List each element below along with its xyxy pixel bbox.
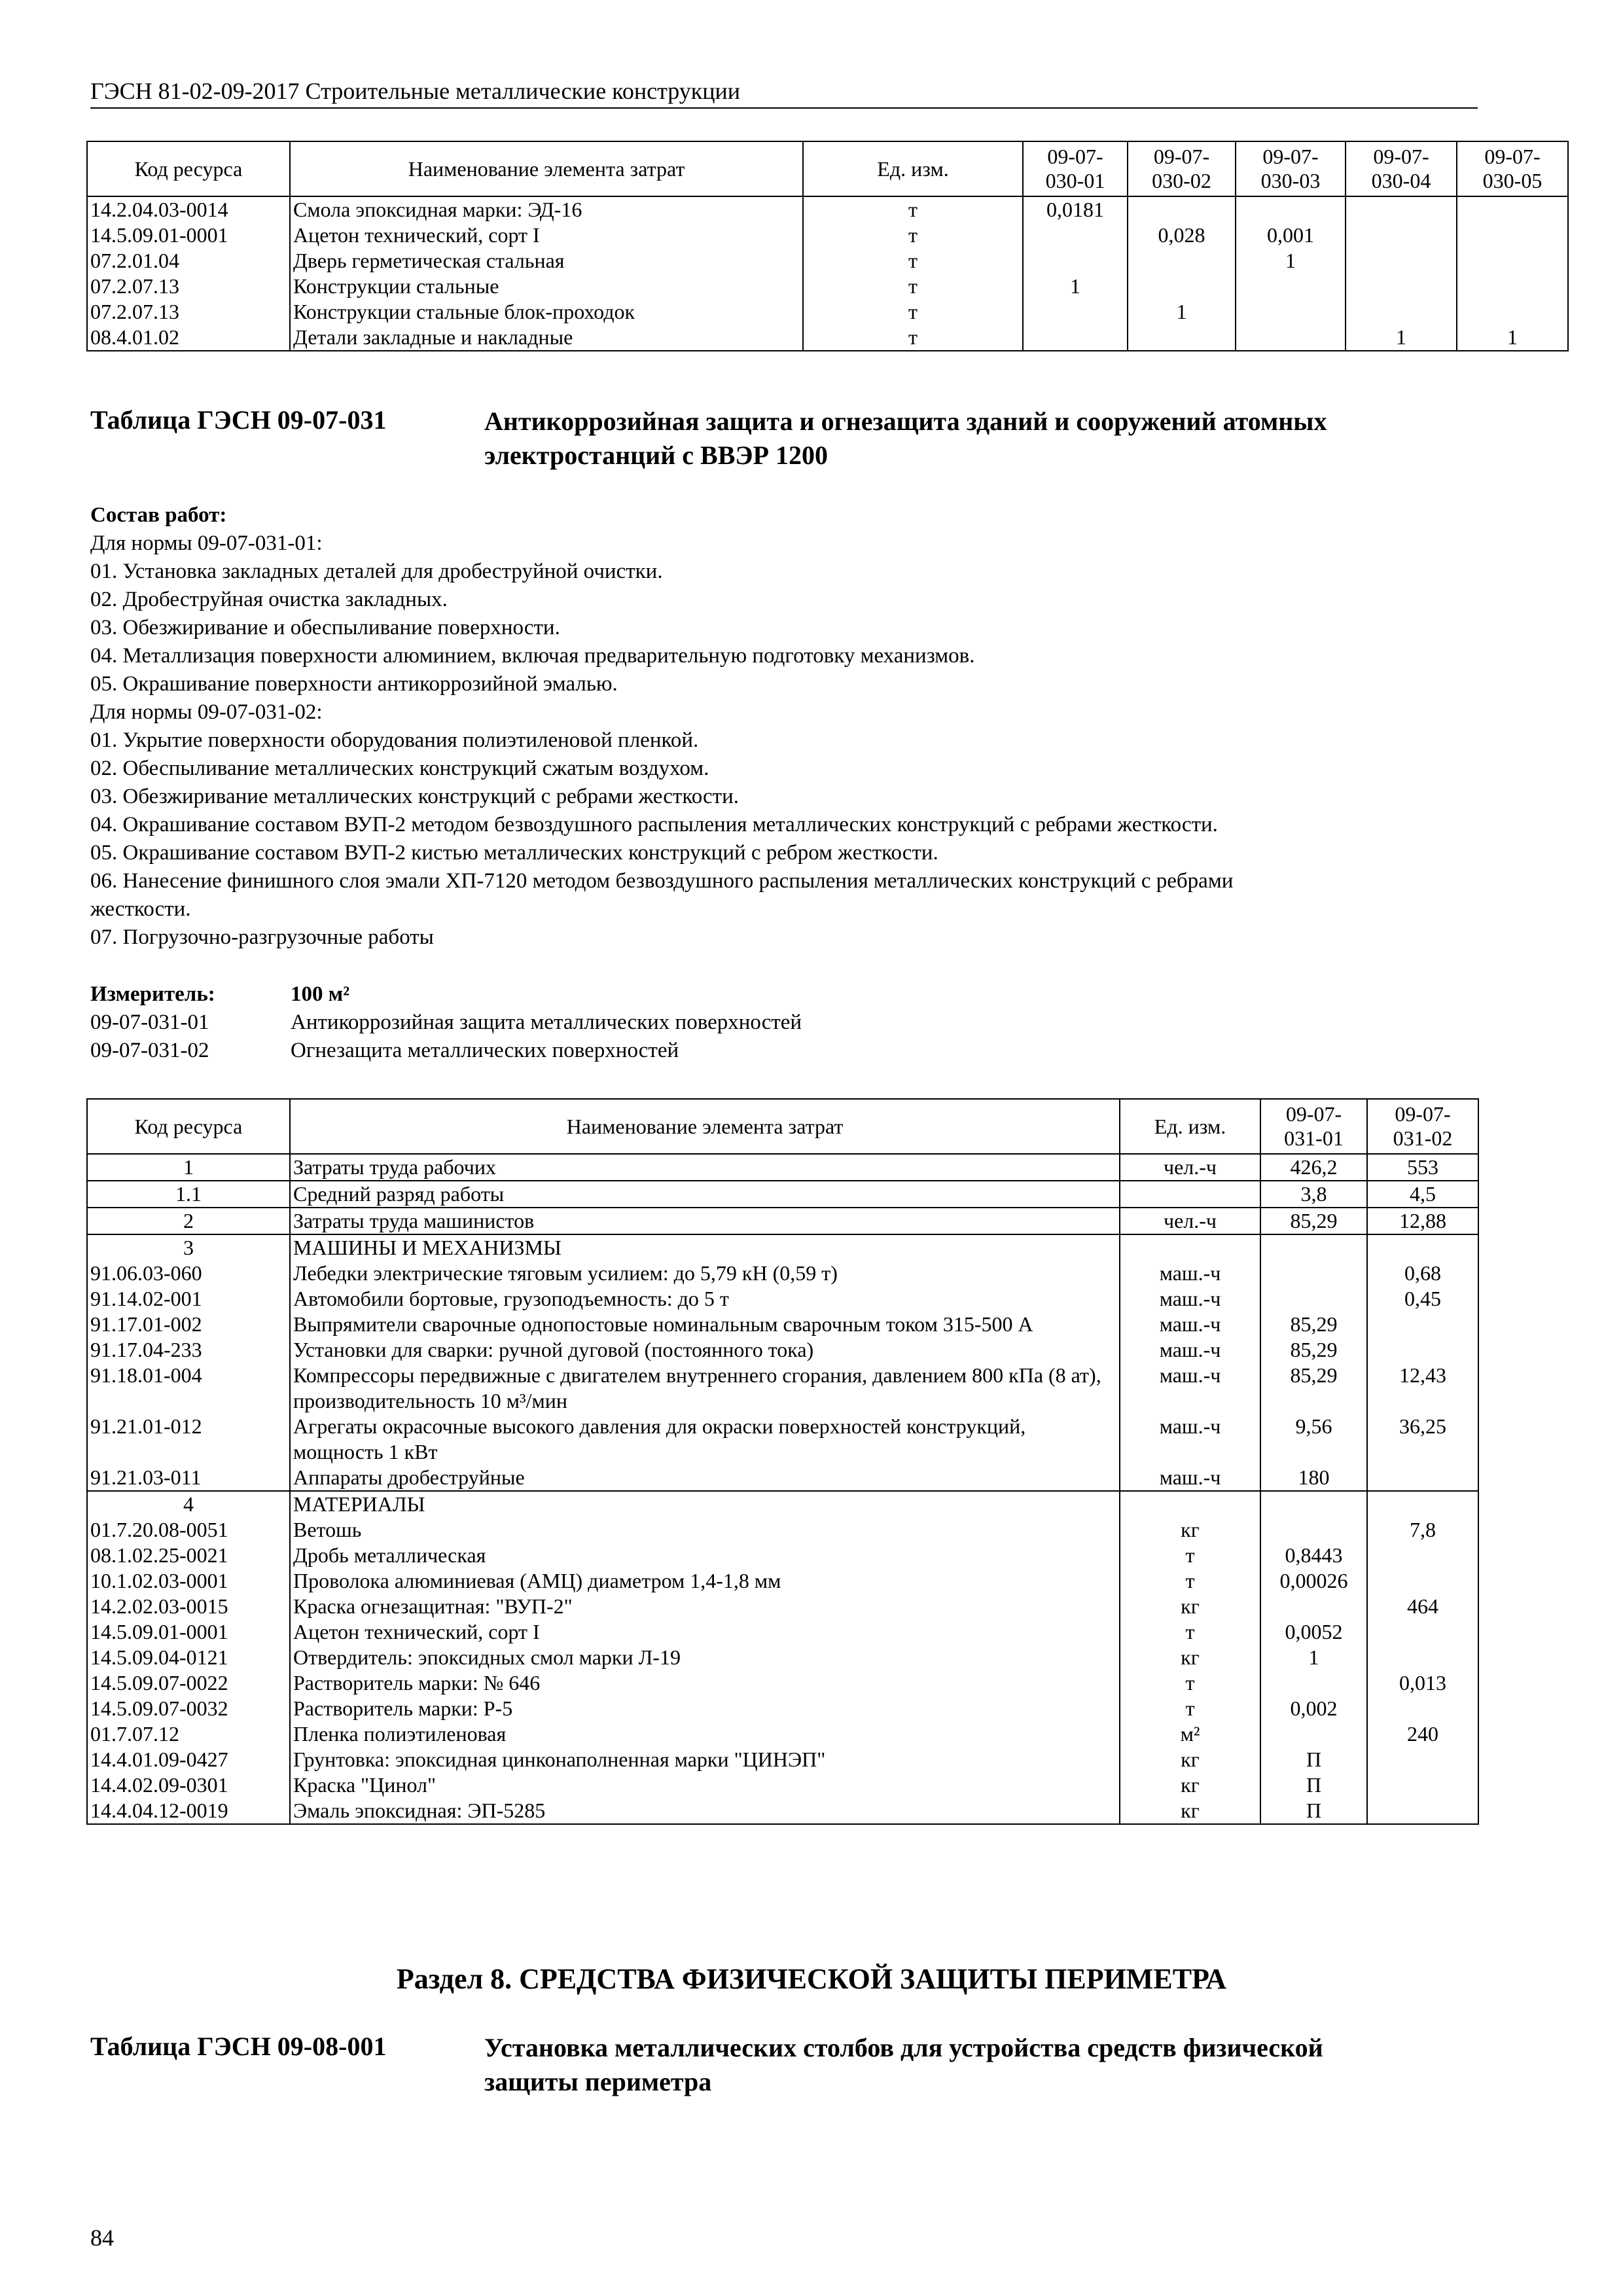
cell-name: Краска "Цинол" [290,1772,1120,1798]
cell-code: 10.1.02.03-0001 [87,1568,290,1594]
cell-unit: маш.-ч [1120,1312,1260,1337]
cell-name: Средний разряд работы [290,1181,1120,1208]
norm-code: 09-07-031-01 [90,1011,209,1034]
work-step: 03. Обезжиривание металлических конструкций с ребрами жесткости. [90,785,739,808]
cell-code: 91.21.03-011 [87,1465,290,1491]
table-row [87,1772,1478,1798]
cell-unit: т [803,325,1023,351]
cell-value [1236,299,1346,325]
cell-name: Детали закладные и накладные [290,325,803,351]
cell-value [1367,1491,1478,1517]
table-row [87,1645,1478,1670]
cell-name: Растворитель марки: № 646 [290,1670,1120,1696]
cell-value: 0,028 [1128,223,1236,248]
cell-value [1236,325,1346,351]
cell-unit: т [803,248,1023,274]
cell-code: 4 [87,1491,290,1517]
cell-value [1367,1798,1478,1824]
work-step: 04. Окрашивание составом ВУП-2 методом безвоздушного распыления металлических конструкций с ребрами жесткости. [90,813,1218,836]
cell-value: 85,29 [1260,1363,1367,1414]
cell-value: 426,2 [1260,1154,1367,1181]
cell-value [1236,274,1346,299]
cell-unit: кг [1120,1747,1260,1772]
cell-value: 3,8 [1260,1181,1367,1208]
cell-name: Затраты труда рабочих [290,1154,1120,1181]
table-row [87,1594,1478,1619]
cell-value [1457,248,1568,274]
cell-unit: т [1120,1568,1260,1594]
cell-unit: т [803,274,1023,299]
table-row [87,1543,1478,1568]
cell-name: Ацетон технический, сорт I [290,1619,1120,1645]
cell-value: 0,0181 [1023,196,1128,223]
norm-name: Антикоррозийная защита металлических поверхностей [291,1011,802,1034]
table-row [87,1312,1478,1337]
cell-unit: кг [1120,1594,1260,1619]
cell-value: 0,8443 [1260,1543,1367,1568]
cell-value [1260,1491,1367,1517]
table-row [87,1465,1478,1491]
col-header-name: Наименование элемента затрат [290,1099,1120,1154]
cell-value [1367,1568,1478,1594]
cell-value: 85,29 [1260,1208,1367,1234]
cell-value: 180 [1260,1465,1367,1491]
cell-value [1128,248,1236,274]
cell-code: 14.2.02.03-0015 [87,1594,290,1619]
cell-name: Агрегаты окрасочные высокого давления для окраски поверхностей конструкций, мощность 1 кВт [290,1414,1120,1465]
cell-value: 0,00026 [1260,1568,1367,1594]
cell-name: Дробь металлическая [290,1543,1120,1568]
cell-unit: кг [1120,1517,1260,1543]
cell-code: 14.4.01.09-0427 [87,1747,290,1772]
cell-value: П [1260,1772,1367,1798]
work-step: 07. Погрузочно-разгрузочные работы [90,925,434,949]
cell-code: 14.5.09.04-0121 [87,1645,290,1670]
cell-value [1367,1337,1478,1363]
col-header-code: Код ресурса [87,141,290,196]
cell-value [1023,299,1128,325]
cell-value [1367,1645,1478,1670]
norm-name: Огнезащита металлических поверхностей [291,1039,679,1062]
cell-value: 12,43 [1367,1363,1478,1414]
cell-unit: маш.-ч [1120,1286,1260,1312]
work-step: 04. Металлизация поверхности алюминием, включая предварительную подготовку механизмов. [90,644,975,668]
cell-value: 0,001 [1236,223,1346,248]
cell-value [1128,325,1236,351]
cell-name: Аппараты дробеструйные [290,1465,1120,1491]
cell-value: 9,56 [1260,1414,1367,1465]
cell-name: Дверь герметическая стальная [290,248,803,274]
cell-code: 2 [87,1208,290,1234]
cell-unit [1120,1491,1260,1517]
cell-value: 240 [1367,1721,1478,1747]
cell-value: 85,29 [1260,1337,1367,1363]
cell-unit [1120,1234,1260,1261]
table-row [87,1747,1478,1772]
cell-value [1260,1670,1367,1696]
cell-value [1128,196,1236,223]
cell-value [1346,248,1457,274]
cell-code: 01.7.20.08-0051 [87,1517,290,1543]
col-header-norm: 09-07- 031-02 [1367,1099,1478,1154]
cell-value: 1 [1346,325,1457,351]
measure-label: Измеритель: [90,982,215,1006]
work-step: 02. Дробеструйная очистка закладных. [90,588,448,611]
cell-code: 08.4.01.02 [87,325,290,351]
work-step: Для нормы 09-07-031-01: [90,531,323,555]
cell-value [1367,1312,1478,1337]
work-step: 02. Обеспыливание металлических конструкций сжатым воздухом. [90,757,709,780]
table-row [87,1568,1478,1594]
cell-name: Ветошь [290,1517,1120,1543]
cell-name: Автомобили бортовые, грузоподъемность: до 5 т [290,1286,1120,1312]
cell-code: 14.5.09.01-0001 [87,1619,290,1645]
cell-code: 07.2.07.13 [87,299,290,325]
cell-name: Эмаль эпоксидная: ЭП-5285 [290,1798,1120,1824]
cell-value [1346,196,1457,223]
cell-value [1260,1234,1367,1261]
cell-unit: маш.-ч [1120,1363,1260,1414]
cell-name: Установки для сварки: ручной дуговой (постоянного тока) [290,1337,1120,1363]
table-row [87,325,1568,351]
running-header: ГЭСН 81-02-09-2017 Строительные металлические конструкции [90,77,1478,109]
cell-unit: кг [1120,1772,1260,1798]
section-title: Раздел 8. СРЕДСТВА ФИЗИЧЕСКОЙ ЗАЩИТЫ ПЕРИМЕТРА [396,1963,1227,1995]
measure-block [90,980,802,1065]
cell-code: 91.21.01-012 [87,1414,290,1465]
resource-table-031 [86,1098,1479,1825]
cell-value [1367,1696,1478,1721]
table-row [87,1181,1478,1208]
cell-name: Лебедки электрические тяговым усилием: до 5,79 кН (0,59 т) [290,1261,1120,1286]
table-header-row [87,1099,1478,1154]
cell-value [1128,274,1236,299]
cell-value: 0,45 [1367,1286,1478,1312]
table-row [87,1234,1478,1261]
cell-value [1367,1465,1478,1491]
table-row [87,1208,1478,1234]
cell-name: МАШИНЫ И МЕХАНИЗМЫ [290,1234,1120,1261]
work-step: Для нормы 09-07-031-02: [90,700,323,724]
col-header-norm: 09-07- 030-02 [1128,141,1236,196]
cell-code: 14.4.04.12-0019 [87,1798,290,1824]
work-step: 01. Укрытие поверхности оборудования полиэтиленовой пленкой. [90,728,699,752]
table-label: Таблица ГЭСН 09-08-001 [90,2032,387,2061]
cell-code: 91.18.01-004 [87,1363,290,1414]
cell-name: Выпрямители сварочные однопостовые номинальным сварочным током 315-500 А [290,1312,1120,1337]
table-row [87,1414,1478,1465]
table-row [87,1798,1478,1824]
col-header-unit: Ед. изм. [803,141,1023,196]
cell-value [1260,1517,1367,1543]
cell-value [1260,1721,1367,1747]
table-row [87,1619,1478,1645]
cell-value [1260,1286,1367,1312]
cell-value: П [1260,1798,1367,1824]
cell-unit: м² [1120,1721,1260,1747]
cell-unit: т [1120,1619,1260,1645]
col-header-norm: 09-07- 030-05 [1457,141,1568,196]
cell-unit [1120,1181,1260,1208]
cell-value: П [1260,1747,1367,1772]
cell-code: 91.06.03-060 [87,1261,290,1286]
cell-name: Конструкции стальные блок-проходок [290,299,803,325]
col-header-code: Код ресурса [87,1099,290,1154]
cell-code: 07.2.01.04 [87,248,290,274]
cell-code: 91.17.04-233 [87,1337,290,1363]
cell-name: Ацетон технический, сорт I [290,223,803,248]
col-header-norm: 09-07- 030-01 [1023,141,1128,196]
table-header-row [87,141,1568,196]
cell-name: Конструкции стальные [290,274,803,299]
cell-value: 0,013 [1367,1670,1478,1696]
cell-value: 1 [1128,299,1236,325]
work-step: 01. Установка закладных деталей для дробеструйной очистки. [90,560,663,583]
cell-value: 0,0052 [1260,1619,1367,1645]
cell-code: 08.1.02.25-0021 [87,1543,290,1568]
work-step: жесткости. [90,897,191,921]
table-row [87,196,1568,223]
work-composition [90,501,1233,952]
cell-unit: т [803,299,1023,325]
cell-value [1367,1619,1478,1645]
cell-unit: т [1120,1696,1260,1721]
cell-unit: т [1120,1543,1260,1568]
table-row [87,248,1568,274]
cell-unit: т [1120,1670,1260,1696]
col-header-norm: 09-07- 031-01 [1260,1099,1367,1154]
table-label: Таблица ГЭСН 09-07-031 [90,405,387,435]
cell-name: Смола эпоксидная марки: ЭД-16 [290,196,803,223]
cell-unit: т [803,196,1023,223]
cell-value: 7,8 [1367,1517,1478,1543]
work-step: 05. Окрашивание поверхности антикоррозийной эмалью. [90,672,618,696]
cell-value [1260,1261,1367,1286]
cell-value [1346,274,1457,299]
cell-value [1023,223,1128,248]
cell-value [1457,196,1568,223]
cell-name: Грунтовка: эпоксидная цинконаполненная марки "ЦИНЭП" [290,1747,1120,1772]
cell-value [1367,1747,1478,1772]
cell-value: 4,5 [1367,1181,1478,1208]
cell-unit: кг [1120,1798,1260,1824]
cell-unit: кг [1120,1645,1260,1670]
work-step: 06. Нанесение финишного слоя эмали ХП-7120 методом безвоздушного распыления металлических конструкций с ребрами [90,869,1234,893]
cell-unit: маш.-ч [1120,1414,1260,1465]
cell-value: 1 [1236,248,1346,274]
cell-name: Проволока алюминиевая (АМЦ) диаметром 1,4-1,8 мм [290,1568,1120,1594]
cell-code: 91.17.01-002 [87,1312,290,1337]
cell-unit: маш.-ч [1120,1337,1260,1363]
cell-value [1023,248,1128,274]
work-step: 03. Обезжиривание и обеспыливание поверхности. [90,616,560,639]
table-row [87,1517,1478,1543]
col-header-norm: 09-07- 030-03 [1236,141,1346,196]
cell-value: 0,68 [1367,1261,1478,1286]
cell-value: 36,25 [1367,1414,1478,1465]
cell-value: 0,002 [1260,1696,1367,1721]
cell-name: Растворитель марки: Р-5 [290,1696,1120,1721]
cell-value: 553 [1367,1154,1478,1181]
cell-value: 1 [1457,325,1568,351]
table-row [87,1491,1478,1517]
cell-code: 14.2.04.03-0014 [87,196,290,223]
cell-value [1457,299,1568,325]
cell-code: 14.5.09.07-0032 [87,1696,290,1721]
table-row [87,1363,1478,1414]
cell-unit: маш.-ч [1120,1261,1260,1286]
measure-value: 100 м² [291,982,350,1006]
cell-value: 12,88 [1367,1208,1478,1234]
work-heading: Состав работ: [90,503,227,527]
cell-value [1457,274,1568,299]
cell-value [1367,1543,1478,1568]
cell-code: 14.4.02.09-0301 [87,1772,290,1798]
table-row [87,1670,1478,1696]
cell-name: Отвердитель: эпоксидных смол марки Л-19 [290,1645,1120,1670]
cell-name: Затраты труда машинистов [290,1208,1120,1234]
cell-code: 1 [87,1154,290,1181]
table-row [87,274,1568,299]
cell-code: 91.14.02-001 [87,1286,290,1312]
table-row [87,1696,1478,1721]
cell-value [1260,1594,1367,1619]
table-row [87,1154,1478,1181]
cell-unit: т [803,223,1023,248]
cell-value: 85,29 [1260,1312,1367,1337]
cell-value: 464 [1367,1594,1478,1619]
cell-code: 07.2.07.13 [87,274,290,299]
col-header-norm: 09-07- 030-04 [1346,141,1457,196]
cell-value [1346,223,1457,248]
cell-value [1367,1234,1478,1261]
table-row [87,223,1568,248]
cell-name: Пленка полиэтиленовая [290,1721,1120,1747]
cell-value [1236,196,1346,223]
cell-unit: чел.-ч [1120,1208,1260,1234]
cell-code: 01.7.07.12 [87,1721,290,1747]
cell-value: 1 [1260,1645,1367,1670]
norm-code: 09-07-031-02 [90,1039,209,1062]
cell-name: МАТЕРИАЛЫ [290,1491,1120,1517]
cell-value: 1 [1023,274,1128,299]
table-row [87,1721,1478,1747]
cell-code: 14.5.09.07-0022 [87,1670,290,1696]
resource-table-030 [86,141,1569,351]
cell-unit: маш.-ч [1120,1465,1260,1491]
table-row [87,1337,1478,1363]
cell-code: 3 [87,1234,290,1261]
cell-value [1457,223,1568,248]
col-header-unit: Ед. изм. [1120,1099,1260,1154]
table-row [87,1261,1478,1286]
cell-code: 1.1 [87,1181,290,1208]
cell-value [1023,325,1128,351]
work-step: 05. Окрашивание составом ВУП-2 кистью металлических конструкций с ребром жесткости. [90,841,938,865]
cell-code: 14.5.09.01-0001 [87,223,290,248]
cell-value [1346,299,1457,325]
col-header-name: Наименование элемента затрат [290,141,803,196]
cell-name: Краска огнезащитная: "ВУП-2" [290,1594,1120,1619]
cell-value [1367,1772,1478,1798]
table-title: Установка металлических столбов для устройства средств физической защиты периметра [484,2033,1323,2096]
table-title: Антикоррозийная защита и огнезащита зданий и сооружений атомных электростанций с ВВЭР 1200 [484,406,1327,470]
page-number: 84 [90,2225,114,2251]
table-row [87,1286,1478,1312]
cell-name: Компрессоры передвижные с двигателем внутреннего сгорания, давлением 800 кПа (8 ат), производительность 10 м³/мин [290,1363,1120,1414]
table-row [87,299,1568,325]
cell-unit: чел.-ч [1120,1154,1260,1181]
